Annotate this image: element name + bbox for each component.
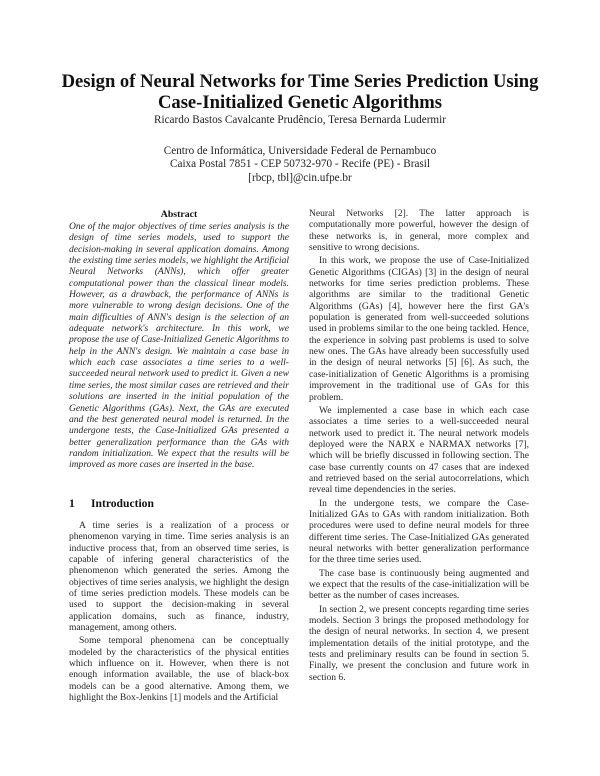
- abstract-heading: Abstract: [160, 209, 198, 220]
- paragraph: A time series is a realization of a process or phenomenon varying in time. Time series analysis is an inductive process that, from an observed time series, is capable of infering general characteristics of the phenomenon which generated the series. Among the objectives of time series analysis, we highlight the design of time series prediction models. These models can be used to support the decision-making in several application domains, such as finance, industry, management, among others.: [69, 519, 289, 633]
- paragraph: The case base is continuously being augmented and we expect that the results of the case-initialization will be better as the number of cases increases.: [309, 567, 529, 602]
- paper-title: [0, 71, 600, 113]
- paragraph: In the undergone tests, we compare the Case-Initialized GAs to GAs with random initialization. Both procedures were used to define neural models for three different time series. The Case-Initialized GAs generated neural networks with better generalization performance for the three time series used.: [309, 497, 529, 566]
- paragraph: In this work, we propose the use of Case-Initialized Genetic Algorithms (CIGAs) [3] in the design of neural networks for time series prediction problems. These algorithms are similar to the traditional Genetic Algorithms (GAs) [4], however here the first GA's population is generated from well-succeeded solutions used in problems similar to the one being tackled. Hence, the experience in solving past problems is used to solve new ones. The GAs have already been successfully used in the design of neural networks [5] [6]. As such, the case-initialization of Genetic Algorithms is a promising improvement in the traditional use of GAs for this problem.: [309, 255, 529, 403]
- paragraph: Neural Networks [2]. The latter approach is computationally more powerful, however the design of these networks is, in general, more complex and sensitive to wrong decisions.: [309, 208, 529, 254]
- section-heading-introduction: [69, 498, 289, 509]
- affiliation-email: [rbcp, tbl]@cin.ufpe.br: [248, 171, 352, 184]
- paragraph: In section 2, we present concepts regarding time series models. Section 3 brings the proposed methodology for the design of neural networks. In section 4, we present implementation details of the initial prototype, and the tests and preliminary results can be found in section 5. Finally, we present the conclusion and future work in section 6.: [309, 603, 529, 683]
- affiliation-address: Caixa Postal 7851 - CEP 50732-970 - Recife (PE) - Brasil: [170, 158, 430, 171]
- authors: Ricardo Bastos Cavalcante Prudêncio, Teresa Bernarda Ludermir: [154, 114, 446, 126]
- affiliation: [0, 145, 600, 185]
- title-line-2: Case-Initialized Genetic Algorithms: [157, 92, 443, 113]
- paragraph: Some temporal phenomena can be conceptually modeled by the characteristics of the physical entities which influence on it. However, when there is not enough information available, the use of black-box models can be a good alternative. Among them, we highlight the Box-Jenkins [1] models and the Artificial: [69, 635, 289, 704]
- section-title: Introduction: [91, 496, 154, 510]
- paragraph: We implemented a case base in which each case associates a time series to a well-succeeded neural network used to predict it. The neural network models deployed were the NARX e NARMAX networks [7], which will be briefly discussed in following section. The case base currently counts on 47 cases that are indexed and retrieved based on the serial autocorrelations, which reveal time dependencies in the series.: [309, 404, 529, 496]
- title-line-1: Design of Neural Networks for Time Series Prediction Using: [61, 71, 539, 92]
- right-column: [309, 208, 529, 685]
- left-column: [69, 207, 289, 705]
- abstract-text: One of the major objectives of time series analysis is the design of time series models, used to support the decision-making in several application domains. Among the existing time series models, we highlight the Artificial Neural Networks (ANNs), which offer greater computational power than the classical linear models. However, as a drawback, the performance of ANNs is more vulnerable to wrong design decisions. One of the main difficulties of ANN's design is the selection of an adequate network's architecture. In this work, we propose the use of Case-Initialized Genetic Algorithms to help in the ANN's design. We maintain a case base in which each case associates a time series to a well-succeeded neural network used to predict it. Given a new time series, the most similar cases are retrieved and their solutions are inserted in the initial population of the Genetic Algorithms (GAs). Next, the GAs are executed and the best generated neural model is returned. In the undergone tests, the Case-Initialized GAs presented a better generalization performance than the GAs with random initialization. We expect that the results will be improved as more cases are inserted in the base.: [69, 221, 289, 471]
- paper-header: [0, 71, 600, 185]
- affiliation-institution: Centro de Informática, Universidade Federal de Pernambuco: [163, 145, 437, 157]
- section-number: 1: [69, 496, 75, 510]
